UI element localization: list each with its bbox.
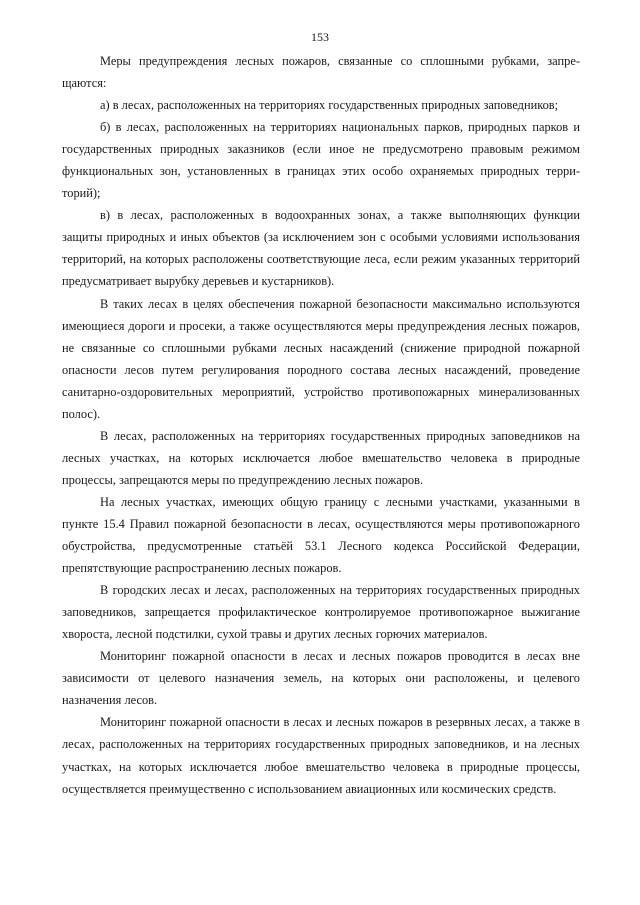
paragraph-item-v: в) в лесах, расположенных в водоохранных зонах, а также выполняющих функции защиты природных и иных объектов (за исключением зон с особыми условиями использования территорий, на которых расположены соответствующие леса, если режим указанных территорий предусматривает вырубку деревьев и кустарников). [62,208,580,289]
paragraph: Мониторинг пожарной опасности в лесах и лесных пожаров в резервных лесах, а также в лесах, расположенных на территориях государственных природных заповедников, и на лесных участках, на которых исключается любое вмешательство человека в природные процессы, осуществляется преимущественно с использованием авиационных или космических средств. [62,715,580,796]
paragraph: Мониторинг пожарной опасности в лесах и лесных пожаров проводится в лесах вне зависимости от целевого назначения земель, на которых они расположены, и целевого назначения лесов. [62,649,580,708]
paragraph-intro: Меры предупреждения лесных пожаров, связанные со сплошными рубками, запрещаются: [62,54,580,91]
paragraph: В таких лесах в целях обеспечения пожарной безопасности максимально используются имеющиеся дороги и просеки, а также осуществляются меры предупреждения лесных пожаров, не связанные со сплошными рубками лесных насаждений (снижение природной пожарной опасности лесов путем регулирования породного состава лесных насаждений, проведение санитарно-оздоровительных мероприятий, устройство противопожарных минерализованных полос). [62,296,580,421]
body-text [62,50,580,800]
paragraph: На лесных участках, имеющих общую границу с лесными участками, указанными в пункте 15.4 Правил пожарной безопасности в лесах, осуществляются меры противопожарного обустройства, предусмотренные статьёй 53.1 Лесного кодекса Российской Федерации, препятствующие распространению лесных пожаров. [62,494,580,576]
paragraph: В городских лесах и лесах, расположенных на территориях государственных природных заповедников, запрещается профилактическое контролируемое противопожарное выжигание хвороста, лесной подстилки, сухой травы и других лесных горючих материалов. [62,583,580,642]
paragraph-item-b: б) в лесах, расположенных на территориях национальных парков, природных парков и государственных природных заказников (если иное не предусмотрено правовым режимом функциональных зон, установленных в границах этих особо охраняемых природных территорий); [62,120,580,201]
page-number: 153 [311,30,329,44]
paragraph: В лесах, расположенных на территориях государственных природных заповедников на лесных участках, на которых исключается любое вмешательство человека в природные процессы, запрещаются меры по предупреждению лесных пожаров. [62,428,580,487]
paragraph-item-a: а) в лесах, расположенных на территориях государственных природных заповедников; [100,98,559,113]
